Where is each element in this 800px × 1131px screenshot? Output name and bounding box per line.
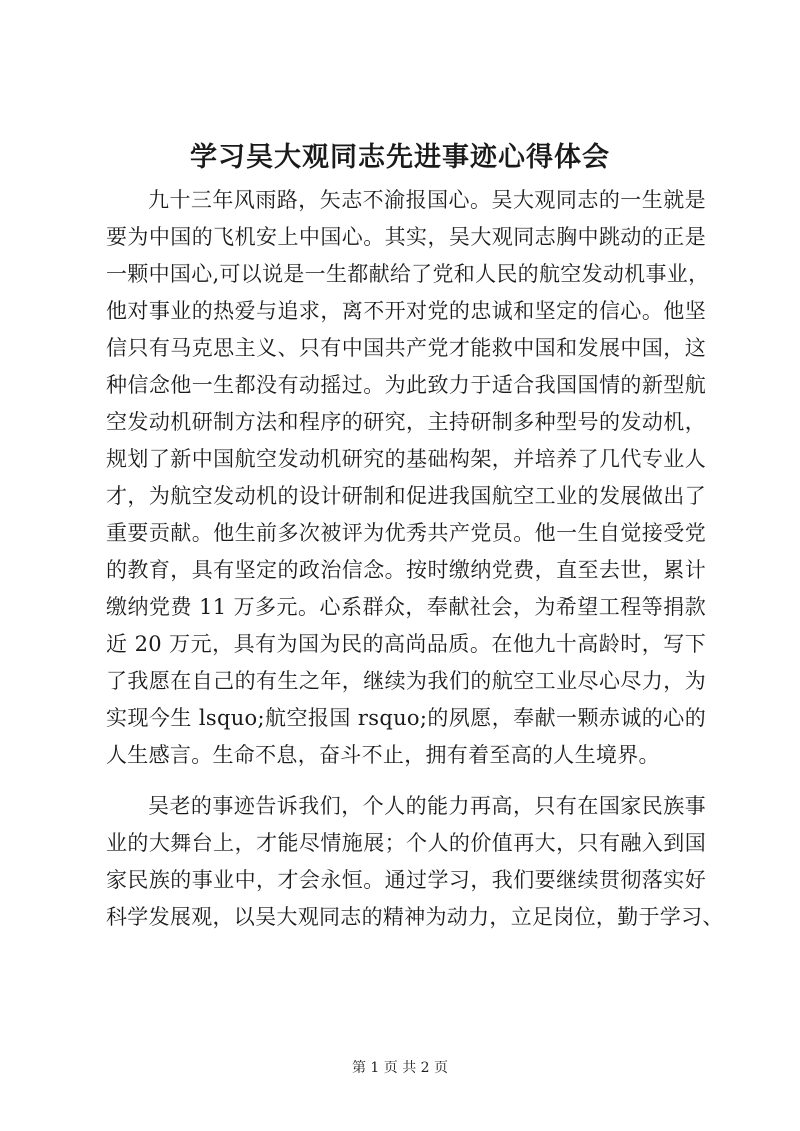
paragraph-line: 科学发展观，以吴大观同志的精神为动力，立足岗位，勤于学习、 [106, 905, 724, 929]
paragraph-line: 空发动机研制方法和程序的研究，主持研制多种型号的发动机， [106, 410, 706, 434]
paragraph-line: 规划了新中国航空发动机研究的基础构架，并培养了几代专业人 [106, 447, 706, 471]
paragraph-line: 实现今生 lsquo;航空报国 rsquo;的夙愿，奉献一颗赤诚的心的 [106, 706, 706, 730]
paragraph-line: 家民族的事业中，才会永恒。通过学习，我们要继续贯彻落实好 [106, 868, 706, 892]
paragraph-line: 重要贡献。他生前多次被评为优秀共产党员。他一生自觉接受党 [106, 521, 706, 545]
paragraph-line: 一颗中国心,可以说是一生都献给了党和人民的航空发动机事业， [106, 262, 710, 286]
paragraph-line: 的教育，具有坚定的政治信念。按时缴纳党费，直至去世，累计 [106, 558, 706, 582]
paragraph-line: 才，为航空发动机的设计研制和促进我国航空工业的发展做出了 [106, 484, 706, 508]
paragraph-line: 吴老的事迹告诉我们，个人的能力再高，只有在国家民族事 [148, 794, 706, 818]
paragraph-gap [106, 774, 706, 788]
document-body [106, 182, 724, 936]
paragraph-line: 了我愿在自己的有生之年，继续为我们的航空工业尽心尽力，为 [106, 669, 706, 693]
paragraph-line: 要为中国的飞机安上中国心。其实，吴大观同志胸中跳动的正是 [106, 225, 706, 249]
paragraph-line: 信只有马克思主义、只有中国共产党才能救中国和发展中国，这 [106, 336, 706, 360]
paragraph-line: 人生感言。生命不息，奋斗不止，拥有着至高的人生境界。 [106, 743, 660, 767]
paragraph-line: 近 20 万元，具有为国为民的高尚品质。在他九十高龄时，写下 [106, 632, 706, 656]
paragraph-line: 业的大舞台上，才能尽情施展；个人的价值再大，只有融入到国 [106, 831, 706, 855]
page-number-footer: 第 1 页 共 2 页 [351, 1060, 449, 1076]
paragraph-line: 缴纳党费 11 万多元。心系群众，奉献社会，为希望工程等捐款 [106, 595, 706, 619]
paragraph-line: 他对事业的热爱与追求，离不开对党的忠诚和坚定的信心。他坚 [106, 299, 706, 323]
paragraph-line: 九十三年风雨路，矢志不渝报国心。吴大观同志的一生就是 [148, 188, 706, 212]
paragraph-line: 种信念他一生都没有动摇过。为此致力于适合我国国情的新型航 [106, 373, 706, 397]
document-title: 学习吴大观同志先进事迹心得体会 [190, 142, 610, 173]
